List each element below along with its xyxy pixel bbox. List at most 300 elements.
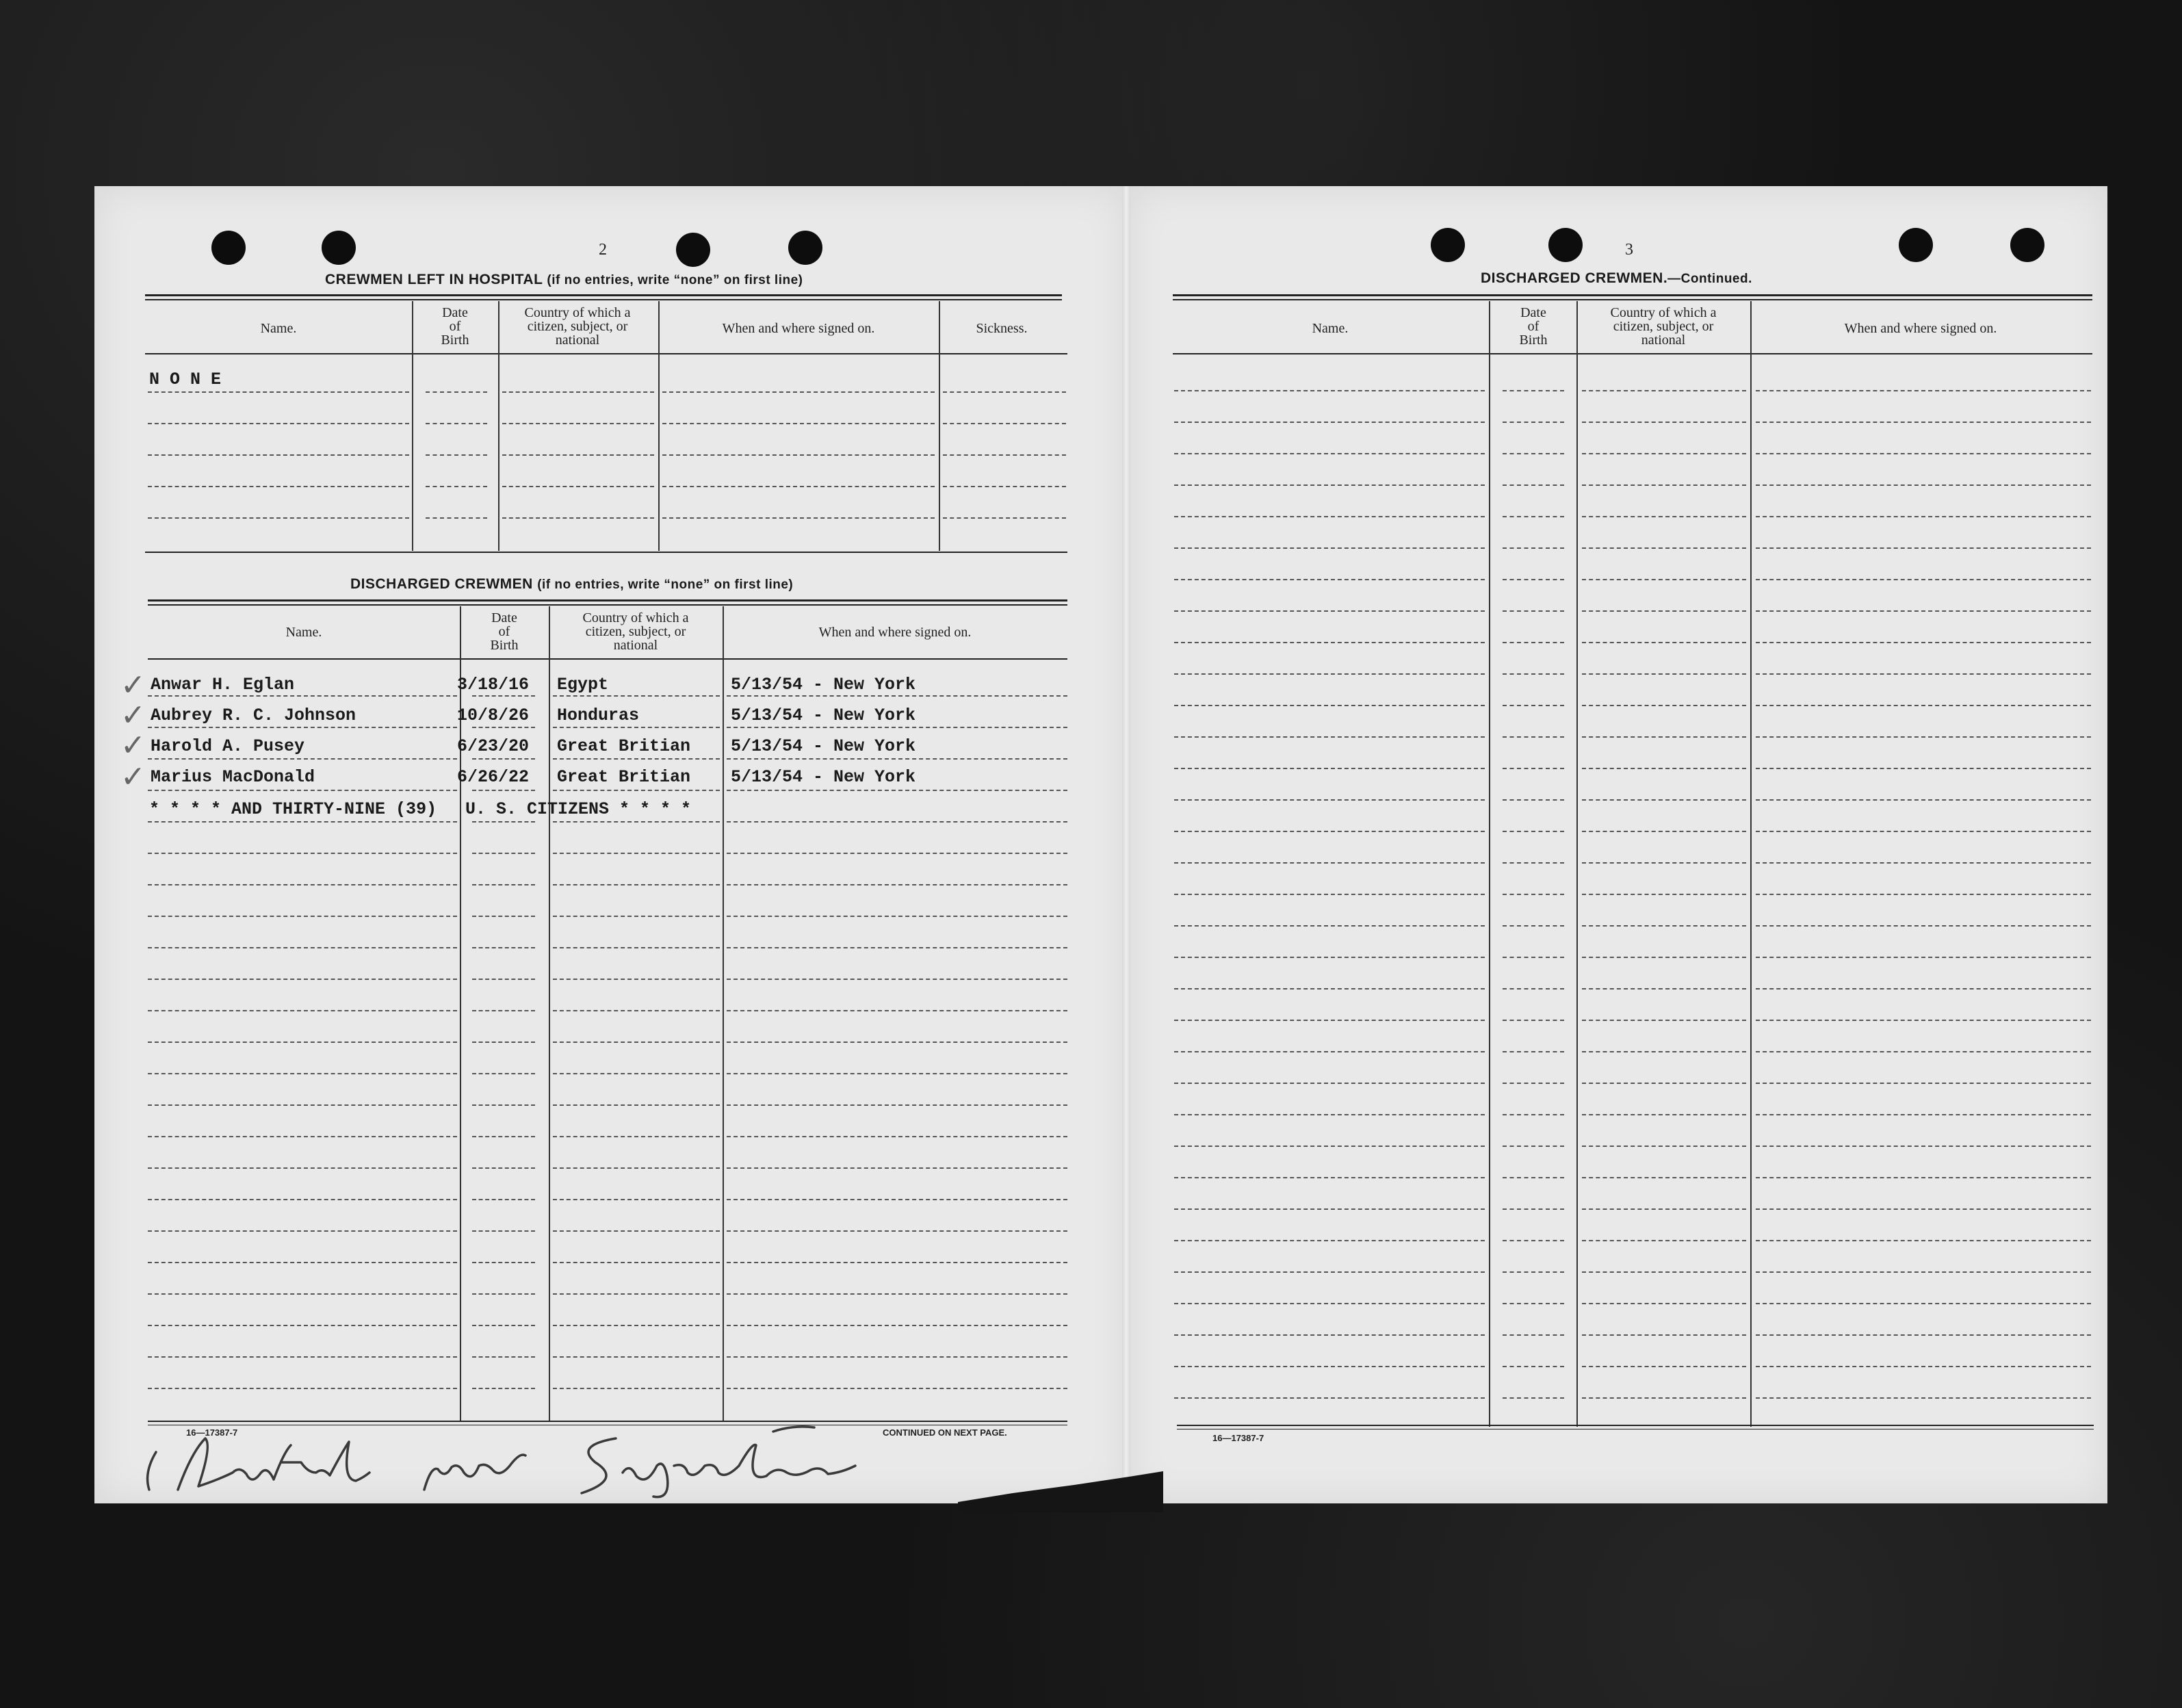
punch-hole-icon (1431, 228, 1465, 262)
punch-hole-icon (1899, 228, 1933, 262)
col-divider (1489, 301, 1490, 1427)
ruled-line (148, 821, 457, 823)
ruled-line (727, 1136, 1067, 1137)
ruled-line (426, 517, 487, 519)
ruled-line (1756, 736, 2091, 738)
ruled-line (1756, 484, 2091, 486)
ruled-line (148, 1041, 457, 1043)
ruled-line (1174, 484, 1485, 486)
ruled-line (727, 821, 1067, 823)
ruled-line (1756, 642, 2091, 643)
right-bottom-rule (1177, 1425, 2094, 1426)
ruled-line (1174, 422, 1485, 423)
ruled-line (148, 884, 457, 885)
ruled-line (148, 790, 457, 791)
ruled-line (148, 486, 409, 487)
ruled-line (1503, 1366, 1564, 1367)
continued-notice: CONTINUED ON NEXT PAGE. (883, 1427, 1007, 1438)
hospital-header-rule (145, 353, 1067, 354)
crewman-dob: 6/23/20 (457, 736, 530, 756)
ruled-line (1756, 957, 2091, 958)
ruled-line (1503, 1020, 1564, 1021)
ruled-line (553, 916, 720, 917)
ruled-line (1756, 1020, 2091, 1021)
ruled-line (148, 727, 457, 728)
hospital-entry-none: N O N E (149, 370, 222, 389)
ruled-line (1756, 1334, 2091, 1336)
ruled-line (1174, 925, 1485, 927)
ruled-line (727, 853, 1067, 854)
ruled-line (1503, 1397, 1564, 1399)
ruled-line (472, 979, 535, 980)
hospital-bottom-rule (145, 552, 1067, 553)
crewman-name: Aubrey R. C. Johnson (151, 706, 356, 725)
ruled-line (148, 1010, 457, 1011)
discharged-top-rule (148, 599, 1067, 601)
ruled-line (1582, 390, 1746, 391)
discharged-title-text: DISCHARGED CREWMEN (350, 576, 533, 592)
ruled-line (426, 454, 487, 456)
check-mark-icon: ✓ (120, 668, 146, 703)
ruled-line (943, 391, 1066, 393)
ruled-line (148, 454, 409, 456)
ruled-line (1582, 642, 1746, 643)
ruled-line (1503, 705, 1564, 706)
ruled-line (1756, 768, 2091, 769)
ruled-line (662, 486, 935, 487)
ruled-line (148, 423, 409, 424)
punch-hole-icon (322, 231, 356, 265)
ruled-line (1756, 831, 2091, 832)
ruled-line (1503, 453, 1564, 454)
crewman-name: Harold A. Pusey (151, 736, 305, 756)
check-mark-icon: ✓ (120, 760, 146, 794)
ruled-line (1503, 862, 1564, 864)
right-title-suffix: —Continued. (1667, 272, 1752, 286)
ruled-line (1756, 988, 2091, 989)
ruled-line (662, 423, 935, 424)
ruled-line (472, 790, 535, 791)
ruled-line (1503, 957, 1564, 958)
col-divider (460, 606, 461, 1421)
right-top-rule-2 (1173, 299, 2092, 300)
ruled-line (148, 1388, 457, 1389)
ruled-line (148, 979, 457, 980)
ruled-line (1503, 673, 1564, 675)
ruled-line (553, 1199, 720, 1200)
ruled-line (553, 790, 720, 791)
ruled-line (148, 1262, 457, 1263)
ruled-line (472, 1356, 535, 1358)
ruled-line (148, 695, 457, 697)
ruled-line (148, 1325, 457, 1326)
ruled-line (1503, 925, 1564, 927)
ruled-line (148, 947, 457, 948)
ruled-line (1174, 1303, 1485, 1304)
ruled-line (1756, 390, 2091, 391)
ruled-line (1582, 1051, 1746, 1052)
hospital-top-rule-2 (145, 299, 1062, 300)
ruled-line (1174, 1083, 1485, 1084)
punch-hole-icon (676, 233, 710, 267)
ruled-line (553, 758, 720, 760)
crewman-name: Anwar H. Eglan (151, 675, 295, 695)
ruled-line (472, 853, 535, 854)
crewman-signed-on: 5/13/54 - New York (731, 767, 916, 787)
ruled-line (502, 391, 654, 393)
ruled-line (1582, 988, 1746, 989)
punch-hole-icon (788, 231, 822, 265)
ruled-line (472, 1262, 535, 1263)
ruled-line (148, 1136, 457, 1137)
ruled-line (1503, 579, 1564, 580)
handwritten-note (137, 1425, 917, 1500)
torn-paper-edge (958, 1451, 1163, 1512)
ruled-line (553, 1104, 720, 1106)
check-mark-icon: ✓ (120, 728, 146, 763)
col-divider (723, 606, 724, 1421)
ruled-line (1582, 547, 1746, 549)
ruled-line (553, 1325, 720, 1326)
discharged-title-note: (if no entries, write “none” on first line) (537, 578, 794, 592)
ruled-line (553, 947, 720, 948)
ruled-line (727, 727, 1067, 728)
ruled-line (1503, 1271, 1564, 1273)
ruled-line (727, 1356, 1067, 1358)
ruled-line (1174, 610, 1485, 612)
ruled-line (472, 1073, 535, 1074)
ruled-line (502, 517, 654, 519)
col-divider (549, 606, 550, 1421)
ruled-line (553, 1262, 720, 1263)
ruled-line (1582, 1240, 1746, 1241)
ruled-line (472, 727, 535, 728)
discharged-col-header-name: Name. (285, 625, 322, 640)
crewman-name: Marius MacDonald (151, 767, 315, 787)
ruled-line (1174, 1051, 1485, 1052)
crewman-signed-on: 5/13/54 - New York (731, 675, 916, 695)
ruled-line (1582, 894, 1746, 895)
right-col-header-name: Name. (1312, 321, 1349, 336)
ruled-line (1174, 988, 1485, 989)
crewman-country: Egypt (557, 675, 609, 695)
discharged-top-rule-2 (148, 604, 1067, 606)
ruled-line (472, 1136, 535, 1137)
ruled-line (1756, 1146, 2091, 1147)
ruled-line (1503, 988, 1564, 989)
ruled-line (1503, 1051, 1564, 1052)
ruled-line (1174, 957, 1485, 958)
ruled-line (148, 916, 457, 917)
summary-line-left: * * * * AND THIRTY-NINE (39) (149, 799, 437, 819)
ruled-line (727, 1325, 1067, 1326)
ruled-line (472, 758, 535, 760)
ruled-line (1174, 1271, 1485, 1273)
ruled-line (553, 1073, 720, 1074)
discharged-header-rule (148, 658, 1067, 660)
ruled-line (148, 1199, 457, 1200)
ruled-line (1582, 862, 1746, 864)
ruled-line (1174, 516, 1485, 517)
ruled-line (727, 1230, 1067, 1232)
ruled-line (1174, 862, 1485, 864)
col-header-dob: Date of Birth (441, 305, 469, 348)
crewman-country: Great Britian (557, 736, 691, 756)
ruled-line (472, 1388, 535, 1389)
crewman-signed-on: 5/13/54 - New York (731, 736, 916, 756)
ruled-line (727, 1073, 1067, 1074)
ruled-line (1174, 1366, 1485, 1367)
ruled-line (1174, 1208, 1485, 1210)
col-header-sickness: Sickness. (976, 321, 1028, 336)
crewman-country: Honduras (557, 706, 640, 725)
ruled-line (148, 1073, 457, 1074)
ruled-line (1582, 1334, 1746, 1336)
ruled-line (1756, 673, 2091, 675)
ruled-line (1174, 1114, 1485, 1115)
hospital-top-rule (145, 294, 1062, 296)
ruled-line (1582, 516, 1746, 517)
ruled-line (553, 695, 720, 697)
ruled-line (1503, 1177, 1564, 1178)
ruled-line (727, 1104, 1067, 1106)
ruled-line (553, 1041, 720, 1043)
ruled-line (1503, 1334, 1564, 1336)
punch-hole-icon (211, 231, 246, 265)
col-header-country: Country of which a citizen, subject, or national (524, 305, 631, 348)
ruled-line (727, 1262, 1067, 1263)
ruled-line (1174, 642, 1485, 643)
hospital-section-title (325, 272, 803, 288)
ruled-line (148, 1293, 457, 1295)
ruled-line (148, 758, 457, 760)
page-number: 2 (599, 241, 607, 259)
discharged-bottom-rule (148, 1421, 1067, 1422)
right-col-header-signed-on: When and where signed on. (1844, 321, 1997, 336)
crewman-signed-on: 5/13/54 - New York (731, 706, 916, 725)
ruled-line (1756, 1083, 2091, 1084)
ruled-line (1756, 1208, 2091, 1210)
ruled-line (727, 1199, 1067, 1200)
ruled-line (727, 1010, 1067, 1011)
ruled-line (502, 423, 654, 424)
ruled-line (472, 1104, 535, 1106)
page-fold (1122, 186, 1130, 1503)
ruled-line (727, 695, 1067, 697)
ruled-line (1756, 1114, 2091, 1115)
ruled-line (1503, 736, 1564, 738)
ruled-line (1503, 642, 1564, 643)
check-mark-icon: ✓ (120, 698, 146, 733)
ruled-line (148, 517, 409, 519)
summary-line-right: U. S. CITIZENS * * * * (465, 799, 692, 819)
ruled-line (426, 423, 487, 424)
ruled-line (1174, 1020, 1485, 1021)
ruled-line (662, 391, 935, 393)
ruled-line (1582, 957, 1746, 958)
ruled-line (1174, 1397, 1485, 1399)
ruled-line (1503, 1083, 1564, 1084)
ruled-line (727, 1293, 1067, 1295)
col-header-signed-on: When and where signed on. (722, 321, 875, 336)
ruled-line (943, 486, 1066, 487)
ruled-line (1174, 1240, 1485, 1241)
ruled-line (1503, 390, 1564, 391)
ruled-line (1503, 422, 1564, 423)
ruled-line (553, 1010, 720, 1011)
ruled-line (1756, 925, 2091, 927)
crewman-dob: 3/18/16 (457, 675, 530, 695)
ruled-line (553, 1356, 720, 1358)
ruled-line (1582, 1271, 1746, 1273)
discharged-col-header-country: Country of which a citizen, subject, or national (582, 610, 689, 653)
ruled-line (553, 1388, 720, 1389)
ruled-line (472, 916, 535, 917)
ruled-line (502, 486, 654, 487)
ruled-line (1582, 1303, 1746, 1304)
ruled-line (1174, 894, 1485, 895)
right-col-header-dob: Date of Birth (1519, 305, 1548, 348)
ruled-line (1756, 422, 2091, 423)
ruled-line (1174, 705, 1485, 706)
ruled-line (1756, 579, 2091, 580)
ruled-line (472, 1199, 535, 1200)
punch-hole-icon (2010, 228, 2044, 262)
discharged-section-title (350, 576, 793, 593)
ruled-line (472, 947, 535, 948)
ruled-line (1174, 1146, 1485, 1147)
ruled-line (472, 1293, 535, 1295)
ruled-line (1503, 516, 1564, 517)
ruled-line (1756, 1366, 2091, 1367)
ruled-line (1503, 1240, 1564, 1241)
ruled-line (1582, 1366, 1746, 1367)
right-title-text: DISCHARGED CREWMEN. (1481, 270, 1668, 286)
right-top-rule (1173, 294, 2092, 296)
ruled-line (1503, 1146, 1564, 1147)
ruled-line (1582, 1083, 1746, 1084)
col-divider (412, 301, 413, 551)
crewman-dob: 10/8/26 (457, 706, 530, 725)
ruled-line (727, 1041, 1067, 1043)
hospital-title-text: CREWMEN LEFT IN HOSPITAL (325, 272, 543, 287)
ruled-line (502, 454, 654, 456)
ruled-line (148, 1230, 457, 1232)
ruled-line (727, 916, 1067, 917)
ruled-line (1582, 484, 1746, 486)
ruled-line (553, 1167, 720, 1169)
ruled-line (1582, 1020, 1746, 1021)
form-page-3 (1128, 186, 2107, 1503)
ruled-line (1756, 799, 2091, 801)
ruled-line (148, 1356, 457, 1358)
right-col-header-country: Country of which a citizen, subject, or national (1610, 305, 1717, 348)
ruled-line (553, 1293, 720, 1295)
ruled-line (1582, 673, 1746, 675)
ruled-line (1503, 1303, 1564, 1304)
right-header-rule (1173, 353, 2092, 354)
col-divider (1750, 301, 1752, 1427)
ruled-line (553, 853, 720, 854)
ruled-line (727, 947, 1067, 948)
ruled-line (1582, 1114, 1746, 1115)
ruled-line (1503, 610, 1564, 612)
ruled-line (662, 517, 935, 519)
ruled-line (1174, 736, 1485, 738)
ruled-line (943, 454, 1066, 456)
ruled-line (1174, 1334, 1485, 1336)
ruled-line (1582, 610, 1746, 612)
ruled-line (472, 1325, 535, 1326)
hospital-title-note: (if no entries, write “none” on first line) (547, 273, 803, 287)
ruled-line (1756, 547, 2091, 549)
ruled-line (662, 454, 935, 456)
ruled-line (1582, 1397, 1746, 1399)
right-section-title (1481, 270, 1752, 287)
ruled-line (1582, 422, 1746, 423)
ruled-line (472, 1010, 535, 1011)
ruled-line (148, 853, 457, 854)
form-page-2 (94, 186, 1128, 1503)
ruled-line (553, 821, 720, 823)
col-divider (498, 301, 499, 551)
ruled-line (553, 884, 720, 885)
ruled-line (1582, 925, 1746, 927)
ruled-line (472, 1041, 535, 1043)
ruled-line (727, 790, 1067, 791)
ruled-line (1582, 1146, 1746, 1147)
ruled-line (727, 1388, 1067, 1389)
ruled-line (1503, 894, 1564, 895)
col-divider (1576, 301, 1578, 1427)
ruled-line (943, 517, 1066, 519)
ruled-line (1756, 1271, 2091, 1273)
crewman-dob: 6/26/22 (457, 767, 530, 787)
ruled-line (553, 979, 720, 980)
ruled-line (1582, 1177, 1746, 1178)
ruled-line (1582, 579, 1746, 580)
ruled-line (1756, 1397, 2091, 1399)
ruled-line (1174, 1177, 1485, 1178)
ruled-line (1503, 799, 1564, 801)
ruled-line (472, 1230, 535, 1232)
ruled-line (1174, 673, 1485, 675)
discharged-col-header-signed-on: When and where signed on. (818, 625, 972, 640)
ruled-line (1756, 610, 2091, 612)
ruled-line (1756, 894, 2091, 895)
col-divider (939, 301, 940, 551)
ruled-line (1503, 831, 1564, 832)
ruled-line (1503, 1208, 1564, 1210)
ruled-line (1174, 799, 1485, 801)
ruled-line (1582, 1208, 1746, 1210)
ruled-line (1582, 768, 1746, 769)
ruled-line (553, 1136, 720, 1137)
discharged-col-header-dob: Date of Birth (490, 610, 519, 653)
ruled-line (1174, 579, 1485, 580)
ruled-line (1503, 484, 1564, 486)
ruled-line (1756, 1177, 2091, 1178)
ruled-line (553, 727, 720, 728)
ruled-line (1503, 547, 1564, 549)
ruled-line (426, 486, 487, 487)
ruled-line (148, 391, 409, 393)
ruled-line (1582, 799, 1746, 801)
ruled-line (1756, 862, 2091, 864)
col-divider (658, 301, 660, 551)
ruled-line (472, 884, 535, 885)
ruled-line (1174, 768, 1485, 769)
